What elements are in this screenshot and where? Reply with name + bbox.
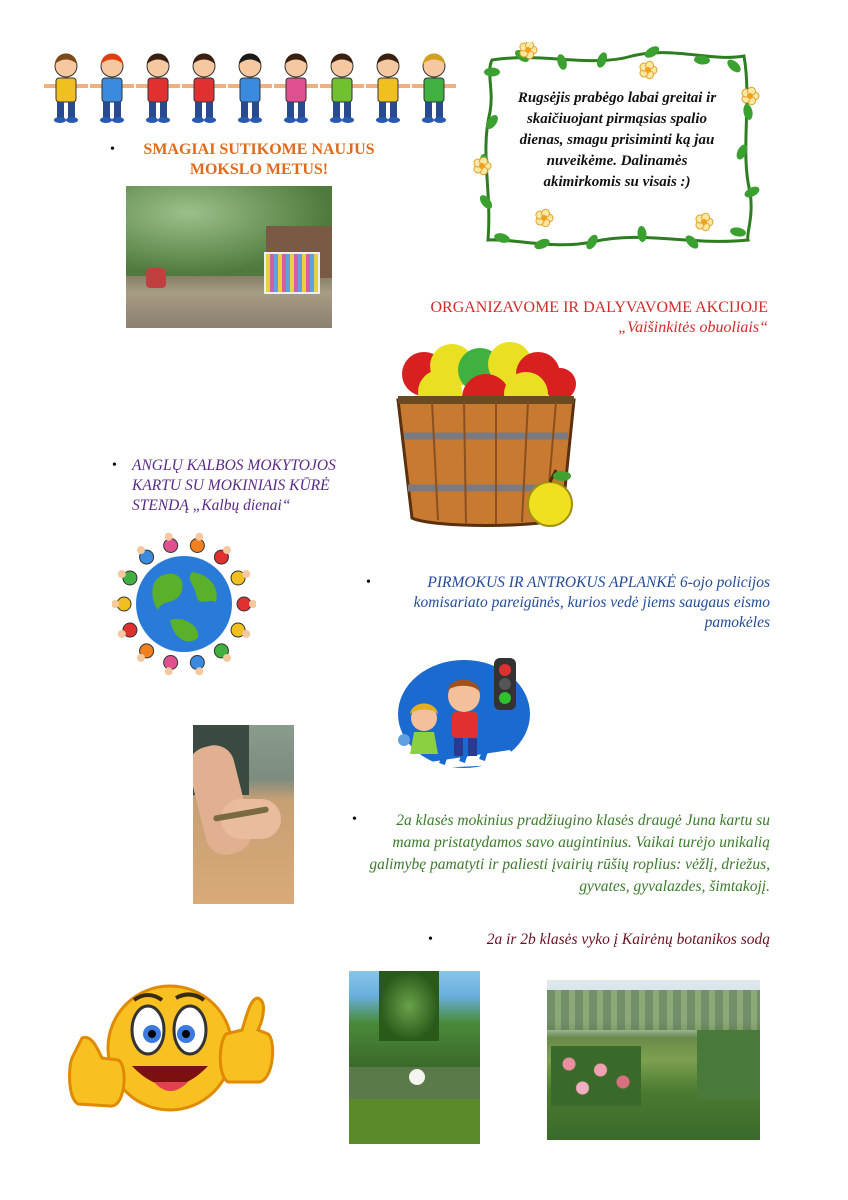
section-new-school-year-heading: SMAGIAI SUTIKOME NAUJUS MOKSLO METUS! [143,141,375,178]
english-stand-heading: ANGLŲ KALBOS MOKYTOJOS KARTU SU MOKINIAIS KŪRĖ STENDĄ „Kalbų dienai“ [132,457,336,514]
crossing-kids-icon [390,654,532,768]
botanical-flowers-photo [547,980,760,1140]
reptile-hands-photo [193,725,294,904]
apples-action-line2: „Vaišinkitės obuoliais“ [618,319,768,336]
bullet: • [112,458,117,473]
reptiles-text: 2a klasės mokinius pradžiugino klasės draugė Juna kartu su mama pristatydamos savo augintinius. Vaikai turėjo unikalią galimybę pamatyti ir paliesti įvairių rūšių roplius: vėžlį, driežus, gyvates, gyvalazdes, šimtakojį. [369,812,770,895]
intro-text: Rugsėjis prabėgo labai greitai ir skaičiuojant pirmąsias spalio dienas, smagu prisiminti ką jau nuveikėme. Dalinamės akimirkomis su visais :) [517,90,717,190]
botanical-trip-text: 2a ir 2b klasės vyko į Kairėnų botanikos sodą [486,931,770,948]
bullet: • [352,812,357,827]
school-yard-photo [126,186,332,328]
kids-chain-icon [40,52,460,128]
kids-globe-icon [112,528,256,678]
thumbs-up-emoji-icon [62,978,278,1114]
bullet: • [366,575,371,590]
bullet: • [110,142,115,157]
bullet: • [428,932,433,947]
intro-frame [472,42,762,252]
apples-action-line1: ORGANIZAVOME IR DALYVAVOME AKCIJOJE [430,299,768,316]
police-visit-text: PIRMOKUS IR ANTROKUS APLANKĖ 6-ojo policijos komisariato pareigūnės, kurios vedė jiems saugaus eismo pamokėles [413,574,770,631]
botanical-pond-photo [349,971,480,1144]
apple-basket-icon [392,340,582,532]
